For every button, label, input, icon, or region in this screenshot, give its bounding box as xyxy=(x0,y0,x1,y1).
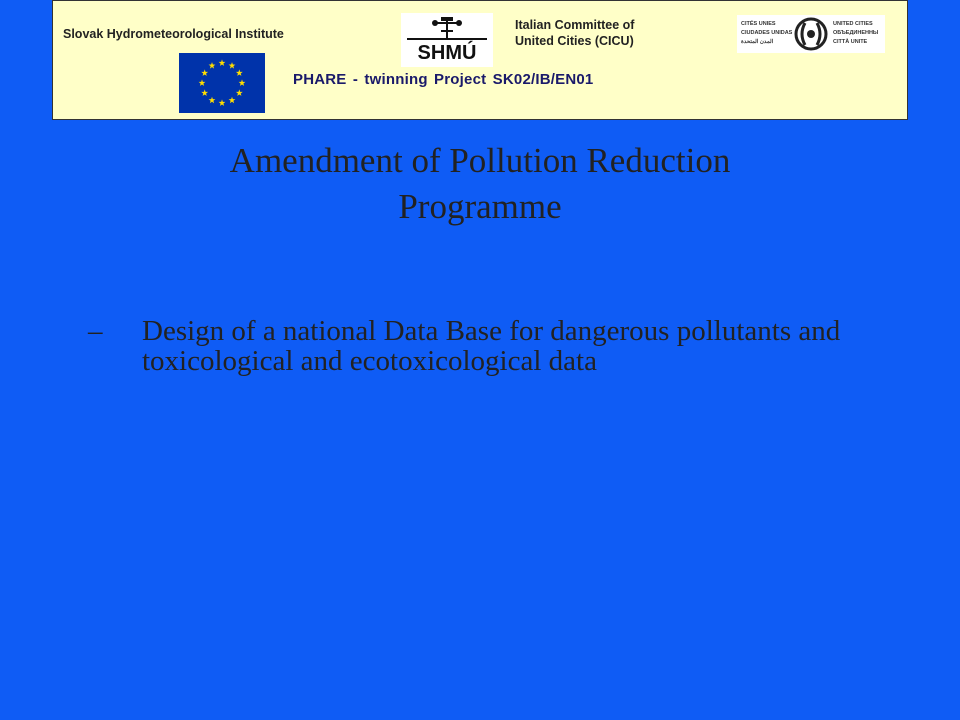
eu-star-icon xyxy=(219,59,226,66)
eu-flag-icon xyxy=(179,53,265,113)
eu-star-icon xyxy=(229,97,236,104)
eu-star-icon xyxy=(201,89,208,96)
bullet-text: Design of a national Data Base for dangerous pollutants and toxicological and ecotoxicological data xyxy=(142,315,841,377)
svg-text:UNITED CITIES: UNITED CITIES xyxy=(833,21,873,27)
eu-star-icon xyxy=(209,97,216,104)
svg-text:المدن المتحدة: المدن المتحدة xyxy=(741,39,774,45)
cicu-name xyxy=(515,17,634,49)
svg-text:CIUDADES UNIDAS: CIUDADES UNIDAS xyxy=(741,30,793,36)
eu-star-icon xyxy=(199,79,206,86)
slide-title xyxy=(0,138,960,230)
svg-text:ОБЪЕДИНЕННЫ: ОБЪЕДИНЕННЫ xyxy=(833,30,879,36)
eu-star-icon xyxy=(236,69,243,76)
slide-title-line1: Amendment of Pollution Reduction xyxy=(229,141,731,180)
svg-text:CITÉS UNIES: CITÉS UNIES xyxy=(741,21,776,27)
institute-name: Slovak Hydrometeorological Institute xyxy=(63,27,284,41)
cicu-name-line1: Italian Committee of xyxy=(515,18,635,32)
united-cities-logo xyxy=(737,15,885,53)
eu-star-icon xyxy=(229,62,236,69)
eu-star-icon xyxy=(239,79,246,86)
bullet-marker: – xyxy=(88,315,103,347)
eu-star-icon xyxy=(236,89,243,96)
cicu-name-line2: United Cities (CICU) xyxy=(515,34,634,48)
eu-star-icon xyxy=(219,99,226,106)
eu-star-icon xyxy=(201,69,208,76)
svg-text:CITTÀ UNITE: CITTÀ UNITE xyxy=(833,39,868,45)
shmu-logo xyxy=(401,13,493,67)
slide-title-line2: Programme xyxy=(398,187,562,226)
svg-text:SHMÚ: SHMÚ xyxy=(417,42,477,64)
header-banner xyxy=(52,0,908,120)
eu-star-icon xyxy=(209,62,216,69)
project-title: PHARE - twinning Project SK02/IB/EN01 xyxy=(293,71,594,88)
